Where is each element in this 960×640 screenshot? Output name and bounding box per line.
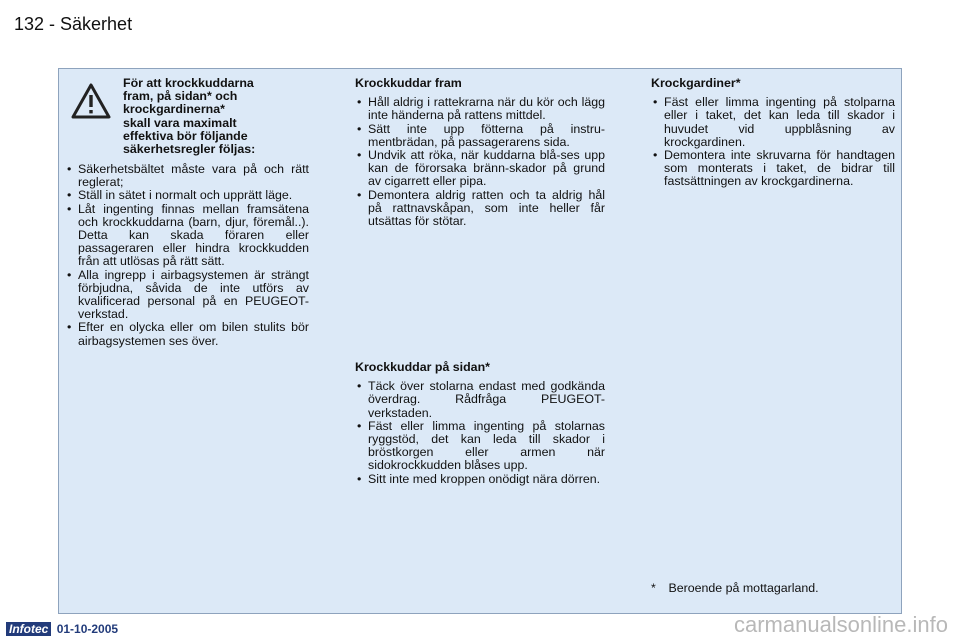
general-rules-list <box>65 163 309 348</box>
column-front-airbags <box>355 77 605 228</box>
section-heading: Krockkuddar på sidan* <box>355 360 490 374</box>
list-item: • Håll aldrig i rattekrarna när du kör och lägg inte händerna på rattens mittdel. <box>355 96 605 122</box>
footer <box>6 622 118 636</box>
warning-block <box>65 77 309 163</box>
list-item: • Säkerhetsbältet måste vara på och rätt reglerat; <box>65 163 309 189</box>
curtain-airbag-list <box>651 96 895 188</box>
page-title: 132 - Säkerhet <box>14 14 133 34</box>
footer-date: 01-10-2005 <box>56 622 119 636</box>
list-item: • Täck över stolarna endast med godkända överdrag. Rådfråga PEUGEOT-verkstaden. <box>355 380 605 420</box>
section-heading: Krockkuddar fram <box>355 76 462 90</box>
side-airbag-list <box>355 380 605 486</box>
list-item: • Låt ingenting finnas mellan framsätena och krockkuddarna (barn, djur, föremål..). Detta kan skada föraren eller passageraren eller hindra krockkudden från att utlösas på rätt sätt. <box>65 203 309 269</box>
list-item: • Sätt inte upp fötterna på instru-mentbrädan, på passagerarens sida. <box>355 123 605 149</box>
warning-triangle-icon <box>71 83 111 119</box>
infotec-logo: Infotec <box>6 622 51 636</box>
list-item: • Fäst eller limma ingenting på stolarnas ryggstöd, det kan leda till skador i bröstkorgen eller armen när sidokrockkudden blåses upp. <box>355 420 605 473</box>
list-item: • Demontera aldrig ratten och ta aldrig hål på rattnavskåpan, som inte heller får utsättas för stötar. <box>355 189 605 229</box>
list-item: • Fäst eller limma ingenting på stolparna eller i taket, det kan leda till skador i huvudet vid uppblåsning av krockgardinen. <box>651 96 895 149</box>
footnote <box>651 581 819 595</box>
list-item: • Demontera inte skruvarna för handtagen som monterats i taket, de bidrar till fastsättningen av krockgardinerna. <box>651 149 895 189</box>
watermark: carmanualsonline.info <box>733 612 948 637</box>
section-heading: Krockgardiner* <box>651 76 741 90</box>
column-side-airbags <box>355 361 605 486</box>
list-item: • Undvik att röka, när kuddarna blå-ses upp kan de förorsaka bränn-skador på grund av cigarrett eller pipa. <box>355 149 605 189</box>
list-item: • Sitt inte med kroppen onödigt nära dörren. <box>355 473 605 486</box>
list-item: • Ställ in sätet i normalt och upprätt läge. <box>65 189 309 202</box>
warning-text: För att krockkuddarna fram, på sidan* och krockgardinerna* skall vara maximalt effektiva bör följande säkerhetsregler följas: <box>123 76 256 157</box>
safety-panel <box>58 68 902 614</box>
footnote-text: Beroende på mottagarland. <box>668 581 819 595</box>
list-item: • Efter en olycka eller om bilen stulits bör airbagsystemen ses över. <box>65 321 309 347</box>
front-airbag-list <box>355 96 605 228</box>
column-curtain-airbags <box>651 77 895 189</box>
column-general <box>65 77 309 348</box>
list-item: • Alla ingrepp i airbagsystemen är strängt förbjudna, såvida de inte utförs av kvalificerad personal på en PEUGEOT-verkstad. <box>65 269 309 322</box>
footnote-marker: * <box>651 581 656 595</box>
